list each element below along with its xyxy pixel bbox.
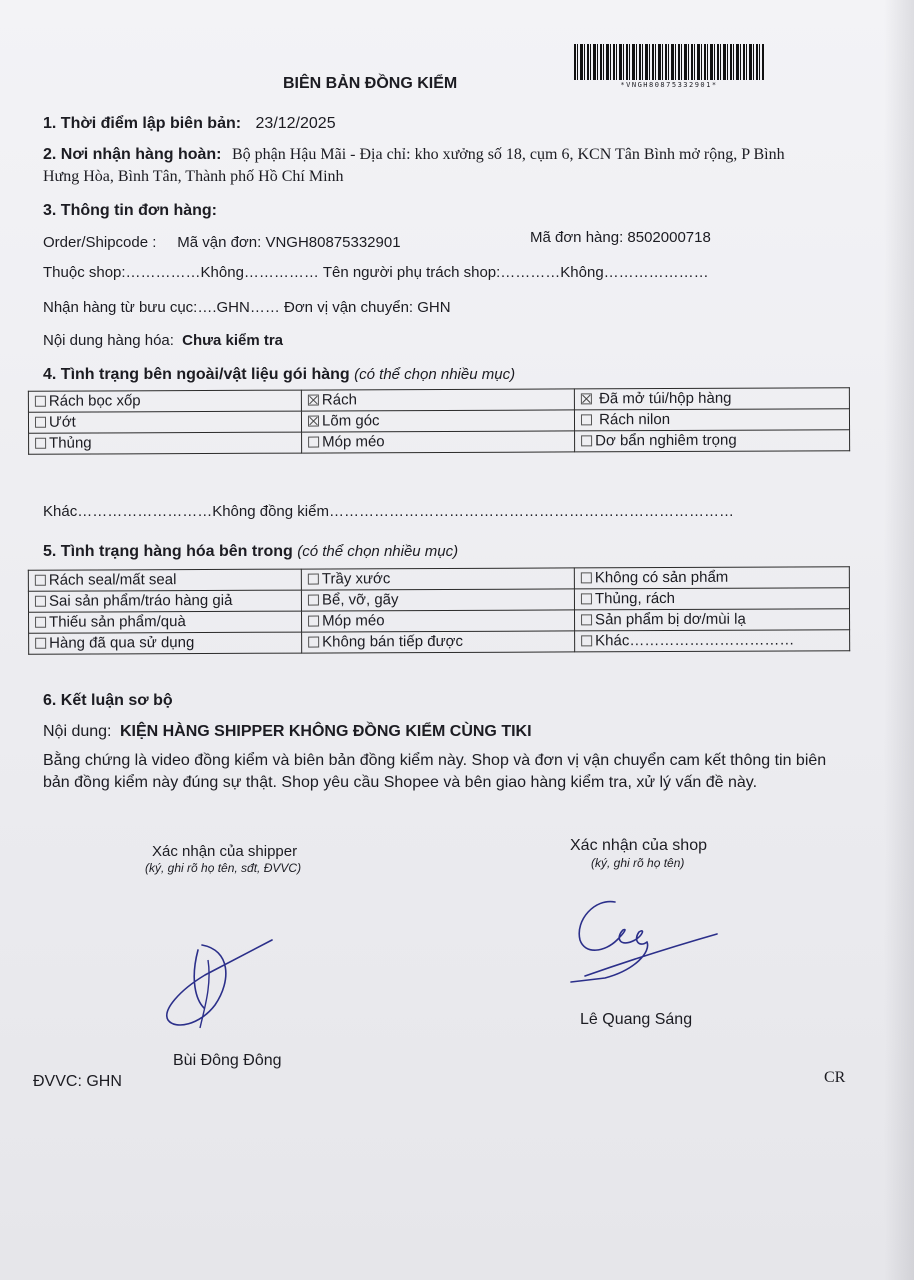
inner-condition-cell-label: Sản phẩm bị dơ/mùi lạ <box>595 610 746 629</box>
outer-condition-cell <box>575 430 850 452</box>
outer-condition-cell-label: Ướt <box>48 413 76 431</box>
checkbox-icon[interactable] <box>308 574 319 585</box>
section-1-label: 1. Thời điểm lập biên bản: <box>43 115 242 132</box>
outer-condition-cell-label: Lõm góc <box>321 412 380 430</box>
section-5-hint: (có thể chọn nhiều mục) <box>297 543 459 560</box>
section-2-value-line1: Bộ phận Hậu Mãi - Địa chỉ: kho xưởng số 18, cụm 6, KCN Tân Bình mở rộng, P Bình <box>231 146 785 163</box>
other-line: Khác………………………Không đồng kiểm……………………………………………………………………… <box>43 503 734 520</box>
shipper-confirm-title: Xác nhận của shipper <box>152 843 298 860</box>
barcode-text: *VNGH80875332901* <box>620 81 718 89</box>
outer-condition-cell-label: Thủng <box>49 434 92 452</box>
footer-carrier: ĐVVC: GHN <box>33 1073 122 1090</box>
outer-condition-cell <box>28 411 301 433</box>
section-5-label: 5. Tình trạng hàng hóa bên trong <box>43 543 293 560</box>
inner-condition-cell <box>301 568 574 590</box>
outer-condition-cell-label: Rách bọc xốp <box>48 392 141 410</box>
checked-checkbox-icon[interactable] <box>581 393 592 404</box>
section-1-value: 23/12/2025 <box>255 115 336 132</box>
checkbox-icon[interactable] <box>581 593 592 604</box>
checkbox-icon[interactable] <box>308 595 319 606</box>
conclusion-content <box>43 723 532 741</box>
shop-signature <box>565 890 725 990</box>
footer-mark: CR <box>824 1069 846 1086</box>
checkbox-icon[interactable] <box>35 617 46 628</box>
inner-condition-cell <box>29 611 302 633</box>
shop-confirm-hint: (ký, ghi rõ họ tên) <box>591 856 685 870</box>
inner-condition-cell-label: Khác…………………………… <box>595 631 795 650</box>
checked-checkbox-icon[interactable] <box>308 416 319 427</box>
inner-condition-cell <box>29 632 302 654</box>
outer-condition-cell <box>29 432 302 454</box>
checkbox-icon[interactable] <box>35 438 46 449</box>
inner-condition-cell-label: Trầy xước <box>321 570 391 588</box>
checkbox-icon[interactable] <box>581 414 592 425</box>
goods-content-label: Nội dung hàng hóa: <box>43 332 174 349</box>
outer-condition-row <box>28 388 849 413</box>
outer-condition-cell <box>301 389 574 411</box>
inner-condition-cell-label: Bể, vỡ, gãy <box>321 591 399 609</box>
inner-condition-cell <box>302 631 575 653</box>
section-3-label: 3. Thông tin đơn hàng: <box>43 202 218 219</box>
inner-condition-cell-label: Thủng, rách <box>594 589 676 608</box>
checkbox-icon[interactable] <box>308 616 319 627</box>
post-office-line: Nhận hàng từ bưu cục:….GHN…… Đơn vị vận chuyển: GHN <box>43 299 451 316</box>
outer-condition-cell-label: Dơ bẩn nghiêm trọng <box>595 431 737 450</box>
inner-condition-cell <box>574 609 849 631</box>
barcode <box>574 44 764 89</box>
outer-condition-table <box>28 387 850 455</box>
document-title: BIÊN BẢN ĐỒNG KIỂM <box>283 75 458 92</box>
inner-condition-cell <box>574 567 849 589</box>
inner-condition-cell-label: Móp méo <box>322 612 385 630</box>
section-6-label: 6. Kết luận sơ bộ <box>43 692 173 709</box>
section-2-value-line2: Hưng Hòa, Bình Tân, Thành phố Hồ Chí Minh <box>43 168 344 185</box>
inner-condition-row <box>28 567 849 592</box>
inner-condition-row <box>29 609 850 634</box>
shop-confirm-title: Xác nhận của shop <box>570 837 707 854</box>
checkbox-icon[interactable] <box>581 572 592 583</box>
inner-condition-cell-label: Rách seal/mất seal <box>48 571 177 589</box>
shop-line: Thuộc shop:……………Không…………… Tên người phụ trách shop:…………Không………………… <box>43 264 709 281</box>
inner-condition-cell-label: Thiếu sản phẩm/quà <box>49 613 186 631</box>
barcode-bars <box>574 44 764 80</box>
inner-condition-cell <box>28 590 301 612</box>
checked-checkbox-icon[interactable] <box>308 395 319 406</box>
conclusion-content-value: KIỆN HÀNG SHIPPER KHÔNG ĐỒNG KIỂM CÙNG TIKI <box>119 723 532 740</box>
outer-condition-cell <box>574 388 849 410</box>
outer-condition-row <box>29 430 850 455</box>
checkbox-icon[interactable] <box>35 417 46 428</box>
page-edge-shadow <box>884 0 914 1280</box>
outer-condition-cell <box>574 409 849 431</box>
outer-condition-cell-label: Đã mở túi/hộp hàng <box>594 389 732 408</box>
inner-condition-cell-label: Hàng đã qua sử dụng <box>49 634 195 652</box>
evidence-line-2: bản đồng kiểm này đúng sự thật. Shop yêu cầu Shopee và bên giao hàng kiểm tra, xử lý vấn đề này. <box>43 774 758 791</box>
section-1 <box>43 115 336 133</box>
inner-condition-cell <box>28 569 301 591</box>
inner-condition-cell <box>301 589 574 611</box>
section-4-label: 4. Tình trạng bên ngoài/vật liệu gói hàng <box>43 366 350 383</box>
section-4-hint: (có thể chọn nhiều mục) <box>354 366 516 383</box>
outer-condition-cell-label: Móp méo <box>322 433 385 451</box>
conclusion-content-label: Nội dung: <box>43 723 112 740</box>
inner-condition-table <box>28 566 850 655</box>
checkbox-icon[interactable] <box>35 396 46 407</box>
outer-condition-cell <box>28 390 301 412</box>
outer-condition-cell <box>302 431 575 453</box>
evidence-line-1: Bằng chứng là video đồng kiểm và biên bản đồng kiểm này. Shop và đơn vị vận chuyển cam kết thông tin biên <box>43 752 827 769</box>
checkbox-icon[interactable] <box>35 596 46 607</box>
checkbox-icon[interactable] <box>308 637 319 648</box>
outer-condition-cell <box>301 410 574 432</box>
outer-condition-cell-label: Rách <box>321 391 357 409</box>
goods-content-value: Chưa kiểm tra <box>182 332 284 349</box>
shipper-signature <box>160 930 290 1040</box>
checkbox-icon[interactable] <box>35 575 46 586</box>
checkbox-icon[interactable] <box>308 437 319 448</box>
checkbox-icon[interactable] <box>35 638 46 649</box>
inner-condition-cell <box>575 630 850 652</box>
checkbox-icon[interactable] <box>581 614 592 625</box>
section-5-heading <box>43 543 458 561</box>
section-2-label: 2. Nơi nhận hàng hoàn: <box>43 146 222 163</box>
goods-content-line <box>43 332 283 349</box>
section-2 <box>43 146 785 164</box>
inner-condition-cell-label: Sai sản phẩm/tráo hàng giả <box>48 591 233 610</box>
order-id-line: Mã đơn hàng: 8502000718 <box>530 229 711 246</box>
inner-condition-cell <box>302 610 575 632</box>
shop-name: Lê Quang Sáng <box>580 1011 693 1028</box>
outer-condition-cell-label: Rách nilon <box>594 410 671 429</box>
checkbox-icon[interactable] <box>581 435 592 446</box>
checkbox-icon[interactable] <box>581 635 592 646</box>
order-shipcode-line: Order/Shipcode : Mã vận đơn: VNGH80875332901 <box>43 234 401 251</box>
inner-condition-cell-label: Không bán tiếp được <box>322 632 463 651</box>
inner-condition-cell <box>574 588 849 610</box>
section-4-heading <box>43 366 515 384</box>
shipper-name: Bùi Đông Đông <box>173 1052 282 1069</box>
inner-condition-cell-label: Không có sản phẩm <box>594 568 729 587</box>
shipper-confirm-hint: (ký, ghi rõ họ tên, sđt, ĐVVC) <box>145 861 302 875</box>
inner-condition-row <box>29 630 850 655</box>
